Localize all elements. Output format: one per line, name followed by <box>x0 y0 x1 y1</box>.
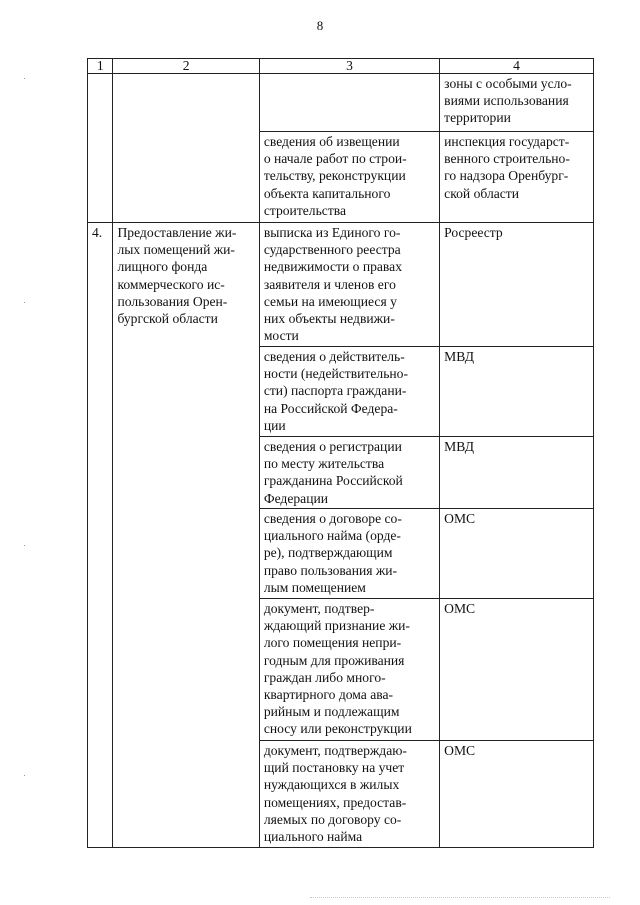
table-row <box>88 74 594 132</box>
document-cell <box>259 74 439 132</box>
document-cell: сведения о действитель- ности (недействительно- сти) паспорта граждани- на Российской Федера- ции <box>259 347 439 437</box>
margin-mark-3 <box>24 545 25 546</box>
document-cell: сведения о регистрации по месту жительства гражданина Российской Федерации <box>259 437 439 509</box>
document-cell: документ, подтвер- ждающий признание жи- лого помещения непри- годным для проживания граждан либо много- квартирного дома ава- рийным и подлежащим сносу или реконструкции <box>259 599 439 741</box>
row-number-cell: 4. <box>88 223 113 848</box>
document-cell: сведения о договоре со- циального найма (орде- ре), подтверждающим право пользования жи- лым помещением <box>259 509 439 599</box>
agency-cell: МВД <box>440 347 594 437</box>
margin-mark-4 <box>24 775 25 776</box>
table-header-row <box>88 59 594 74</box>
table-row <box>88 223 594 347</box>
agency-cell: зоны с особыми усло- виями использования территории <box>440 74 594 132</box>
agency-cell: ОМС <box>440 509 594 599</box>
header-cell-2: 2 <box>113 59 259 74</box>
scan-noise-line <box>310 897 610 899</box>
header-cell-1: 1 <box>88 59 113 74</box>
margin-mark-1 <box>24 78 25 79</box>
document-cell: сведения об извещении о начале работ по строи- тельству, реконструкции объекта капитального строительства <box>259 132 439 223</box>
header-cell-3: 3 <box>259 59 439 74</box>
agency-cell: ОМС <box>440 599 594 741</box>
document-cell: документ, подтверждаю- щий постановку на учет нуждающихся в жилых помещениях, предостав- ляемых по договору со- циального найма <box>259 741 439 848</box>
row-number-cell <box>88 74 113 223</box>
document-cell: выписка из Единого го- сударственного реестра недвижимости о правах заявителя и членов его семьи на имеющиеся у них объекты недвижи- мости <box>259 223 439 347</box>
document-table <box>87 58 594 848</box>
agency-cell: инспекция государст- венного строительно- го надзора Оренбург- ской области <box>440 132 594 223</box>
service-name-cell: Предоставление жи- лых помещений жи- лищного фонда коммерческого ис- пользования Орен- бургской области <box>113 223 259 848</box>
service-name-cell <box>113 74 259 223</box>
agency-cell: МВД <box>440 437 594 509</box>
agency-cell: Росреестр <box>440 223 594 347</box>
margin-mark-2 <box>24 302 25 303</box>
page-number: 8 <box>316 18 324 33</box>
header-cell-4: 4 <box>440 59 594 74</box>
agency-cell: ОМС <box>440 741 594 848</box>
